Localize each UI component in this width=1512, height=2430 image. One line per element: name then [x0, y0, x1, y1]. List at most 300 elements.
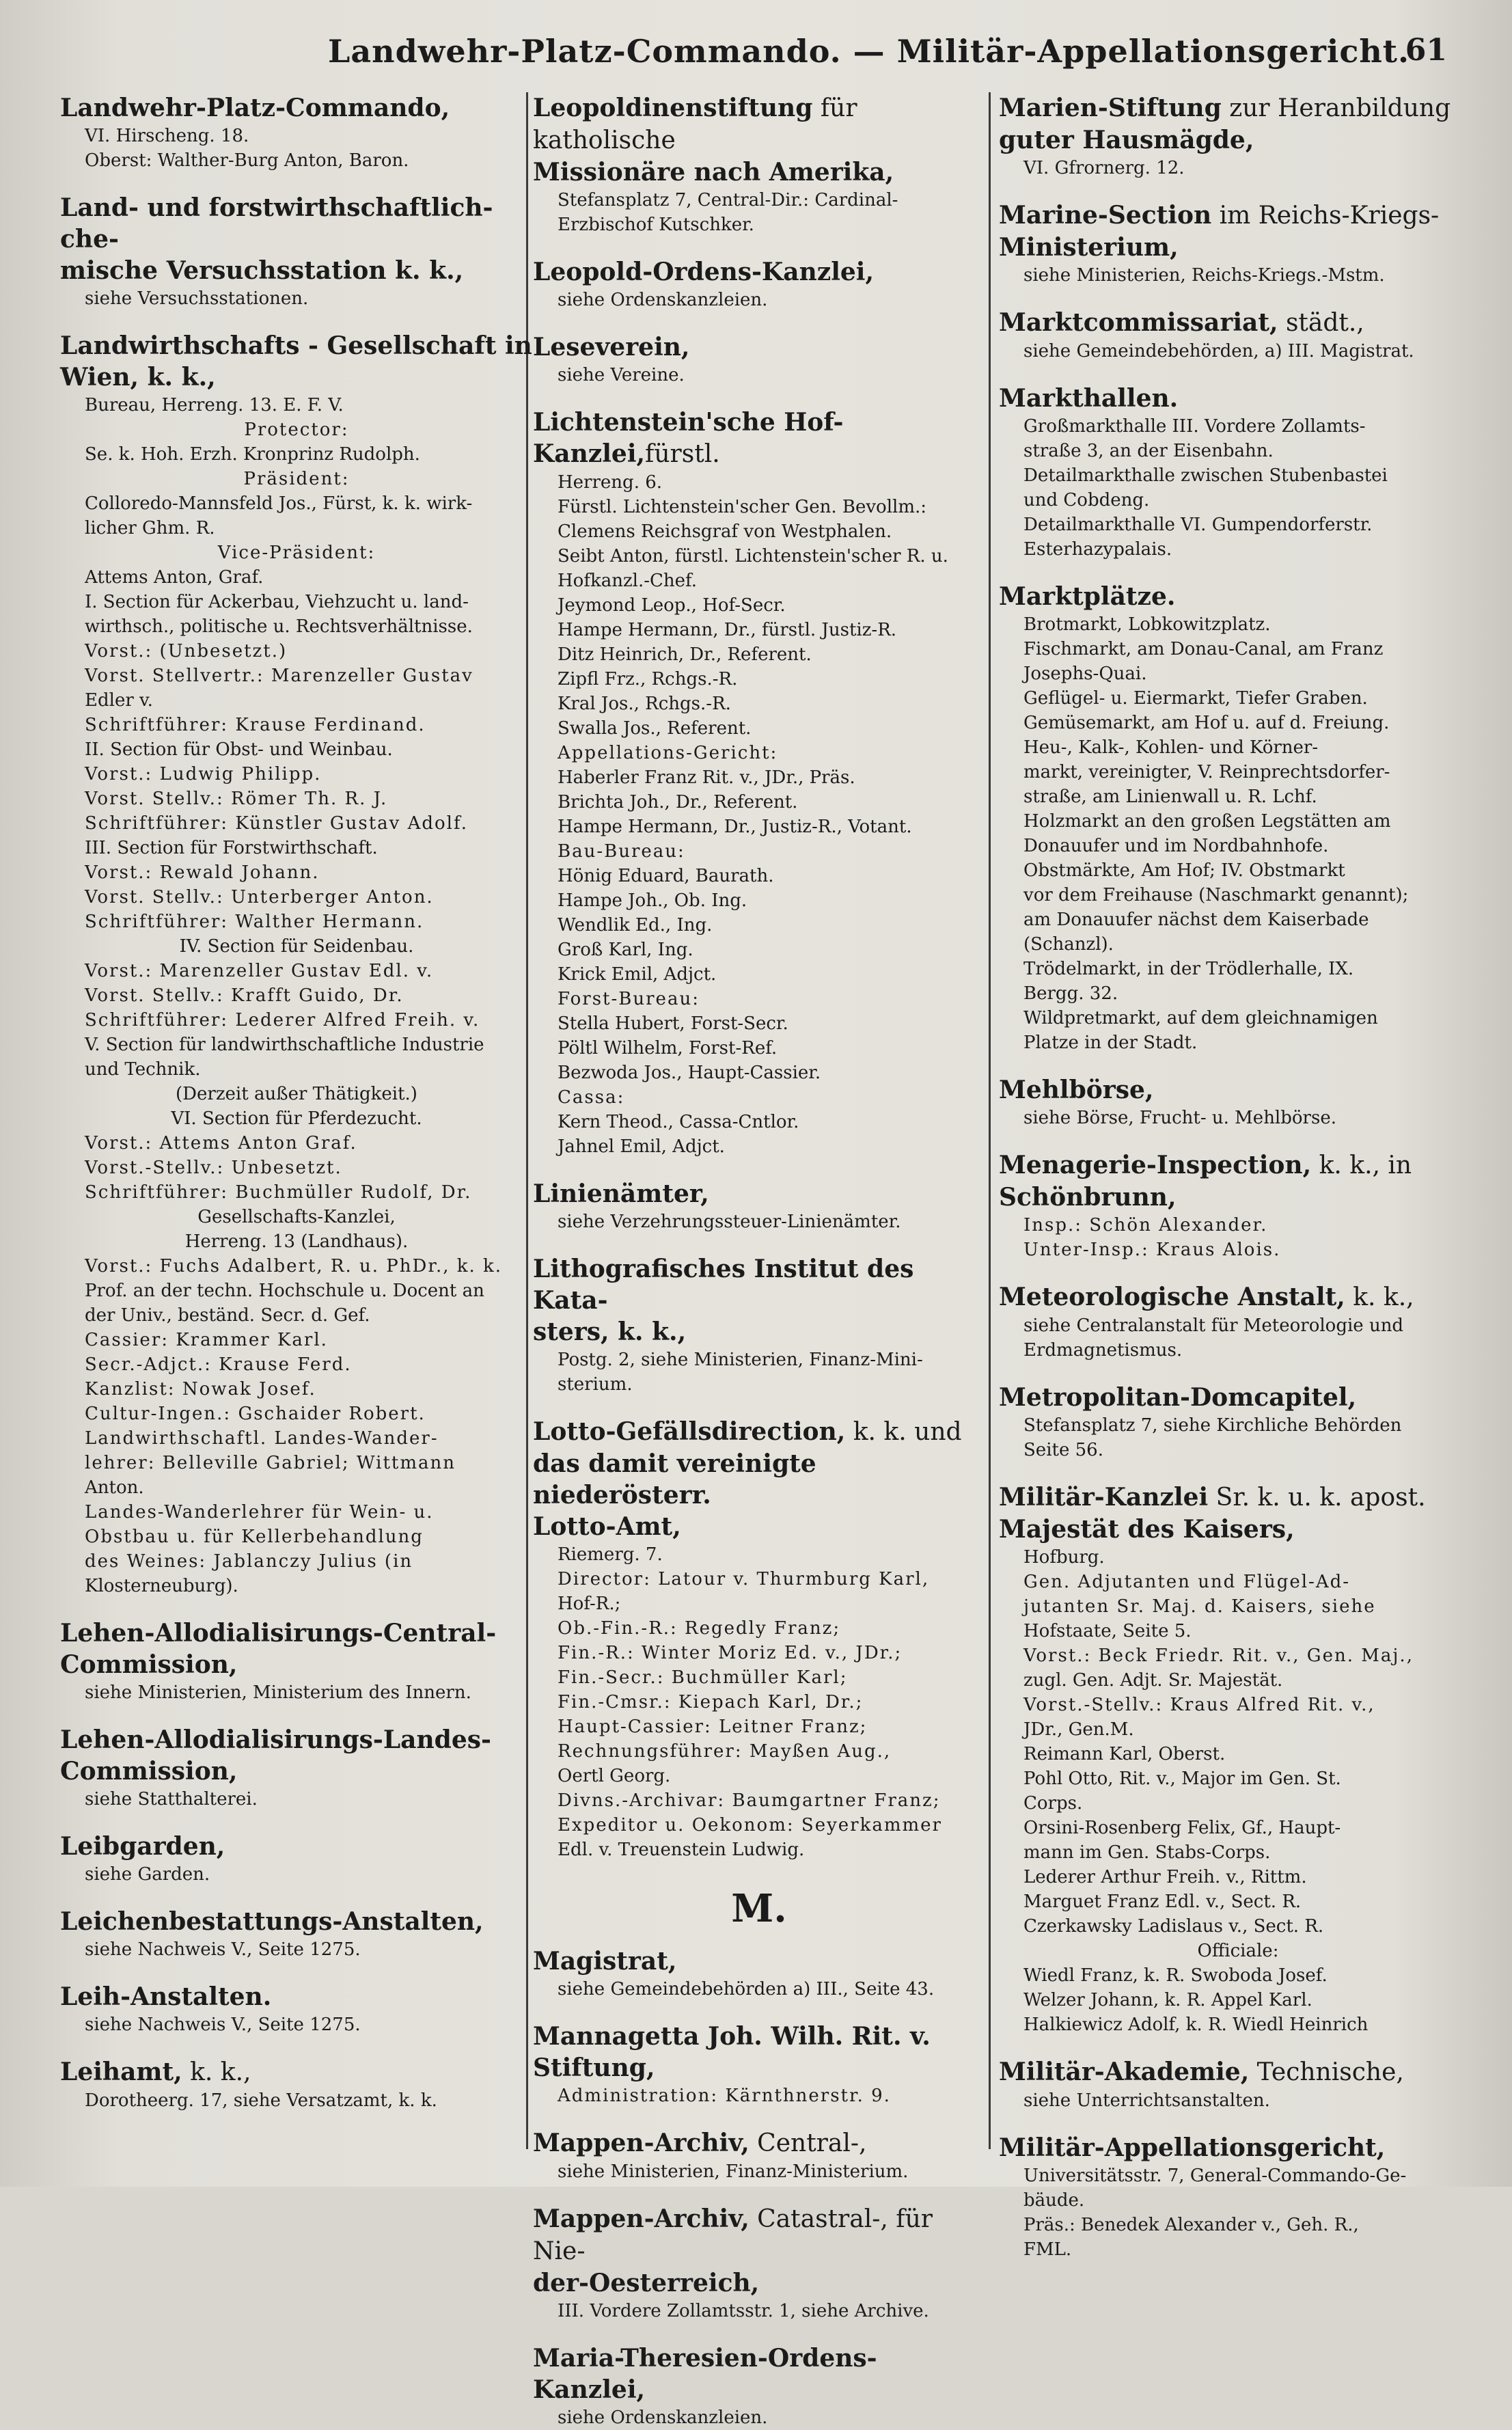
directory-entry — [60, 1724, 533, 1812]
entry-line: Vorst. Stellv.: Krafft Guido, Dr. — [85, 985, 404, 1006]
entry-line: Schriftführer: Krause Ferdinand. — [85, 715, 426, 735]
entry-line: am Donauufer nächst dem Kaiserbade — [1023, 910, 1369, 930]
entry-line: Bergg. 32. — [1023, 983, 1118, 1004]
entry-line: Halkiewicz Adolf, k. R. Wiedl Heinrich — [1023, 2015, 1369, 2035]
entry-line: Schriftführer: Künstler Gustav Adolf. — [85, 813, 468, 834]
entry-line: Stefansplatz 7, Central-Dir.: Cardinal- — [558, 190, 898, 210]
entry-heading — [999, 92, 1477, 124]
entry-line: siehe Versuchsstationen. — [85, 288, 309, 309]
entry-heading-rest: Technische, — [1249, 2058, 1404, 2086]
entry-line: Haupt-Cassier: Leitner Franz; — [558, 1717, 868, 1737]
entry-line: Protector: — [244, 420, 349, 440]
entry-line: Detailmarkthalle VI. Gumpendorferstr. — [1023, 515, 1373, 535]
entry-line: Vorst. Stellvertr.: Marenzeller Gustav — [85, 666, 473, 686]
entry-line: Platze in der Stadt. — [1023, 1033, 1198, 1053]
entry-line: Obstmärkte, Am Hof; IV. Obstmarkt — [1023, 860, 1345, 881]
entry-heading-text: Marien-Stiftung — [999, 94, 1222, 122]
entry-heading — [60, 1906, 533, 1937]
entry-line: Universitätsstr. 7, General-Commando-Ge- — [1023, 2166, 1407, 2186]
entry-line: Vorst. Stellv.: Römer Th. R. J. — [85, 789, 388, 809]
entry-line: Hönig Eduard, Baurath. — [558, 866, 774, 886]
entry-line: Detailmarkthalle zwischen Stubenbastei — [1023, 465, 1388, 486]
entry-line: Hampe Hermann, Dr., fürstl. Justiz-R. — [558, 620, 897, 640]
directory-entry — [60, 92, 533, 173]
entry-heading-rest: k. k. und — [845, 1418, 962, 1446]
entry-line: Vice-Präsident: — [217, 543, 376, 563]
entry-line: Anton. — [85, 1477, 144, 1498]
directory-entry — [533, 2343, 985, 2430]
entry-line: Herreng. 6. — [558, 472, 663, 493]
entry-line: Divns.-Archivar: Baumgartner Franz; — [558, 1790, 941, 1811]
entry-heading — [999, 1074, 1477, 1106]
entry-heading-text: Leopold-Ordens-Kanzlei, — [533, 258, 875, 286]
entry-line: siehe Ordenskanzleien. — [558, 2407, 768, 2428]
directory-entry — [60, 1981, 533, 2037]
entry-heading-text: Mappen-Archiv, — [533, 2204, 750, 2233]
entry-heading-text: Lehen-Allodialisirungs-Landes- — [60, 1725, 491, 1754]
entry-heading-text: Marktcommissariat, — [999, 308, 1278, 337]
entry-line: lehrer: Belleville Gabriel; Wittmann — [85, 1453, 456, 1473]
entry-line: Cassier: Krammer Karl. — [85, 1330, 328, 1350]
entry-line: Insp.: Schön Alexander. — [1023, 1215, 1268, 1236]
entry-line: Bau-Bureau: — [558, 841, 685, 862]
entry-line: siehe Centralanstalt für Meteorologie und — [1023, 1315, 1404, 1336]
entry-line: Präsident: — [243, 469, 350, 489]
entry-line: Unter-Insp.: Kraus Alois. — [1023, 1240, 1281, 1260]
entry-heading-continuation: Lotto-Amt, — [533, 1512, 681, 1541]
entry-line: Vorst.-Stellv.: Kraus Alfred Rit. v., — [1023, 1695, 1375, 1715]
entry-line: Landes-Wanderlehrer für Wein- u. — [85, 1502, 434, 1523]
section-letter: M. — [731, 1886, 787, 1931]
entry-line: VI. Hirscheng. 18. — [85, 126, 249, 146]
entry-heading-continuation: sters, k. k., — [533, 1318, 687, 1346]
entry-line: Oertl Georg. — [558, 1766, 671, 1786]
entry-line: Vorst.: Fuchs Adalbert, R. u. PhDr., k. k. — [85, 1256, 503, 1277]
directory-entry — [999, 1482, 1477, 2037]
entry-line: Dorotheerg. 17, siehe Versatzamt, k. k. — [85, 2090, 437, 2111]
directory-entry — [999, 2056, 1477, 2113]
entry-line: Geflügel- u. Eiermarkt, Tiefer Graben. — [1023, 688, 1368, 709]
entry-heading-text: Mappen-Archiv, — [533, 2129, 750, 2157]
entry-heading-continuation: das damit vereinigte niederösterr. — [533, 1449, 816, 1510]
entry-heading-continuation: mische Versuchsstation k. k., — [60, 256, 464, 285]
entry-line: Administration: Kärnthnerstr. 9. — [558, 2086, 891, 2106]
entry-heading-continuation: Schönbrunn, — [999, 1183, 1177, 1212]
column-left — [60, 92, 533, 2156]
entry-heading — [60, 192, 533, 255]
entry-line: Kral Jos., Rchgs.-R. — [558, 694, 731, 714]
entry-line: bäude. — [1023, 2190, 1085, 2211]
entry-heading-text: Leseverein, — [533, 333, 690, 361]
entry-heading-continuation: guter Hausmägde, — [999, 126, 1254, 154]
entry-line: Attems Anton, Graf. — [85, 567, 264, 588]
entry-heading-rest: k. k., — [1345, 1283, 1414, 1311]
entry-line: Donauufer und im Nordbahnhofe. — [1023, 836, 1329, 856]
entry-line: sterium. — [558, 1374, 633, 1395]
entry-line: Marguet Franz Edl. v., Sect. R. — [1023, 1892, 1302, 1912]
entry-heading-text: Marine-Section — [999, 201, 1212, 230]
entry-line: Pohl Otto, Rit. v., Major im Gen. St. — [1023, 1769, 1341, 1789]
entry-line: Postg. 2, siehe Ministerien, Finanz-Mini- — [558, 1350, 923, 1370]
entry-line: Wendlik Ed., Ing. — [558, 915, 713, 936]
directory-entry — [533, 2203, 985, 2323]
entry-line: Fürstl. Lichtenstein'scher Gen. Bevollm.: — [558, 497, 927, 517]
entry-heading-text: Land- und forstwirthschaftlich-che- — [60, 193, 493, 254]
entry-line: Rechnungsführer: Mayßen Aug., — [558, 1741, 892, 1762]
entry-heading-text: Leichenbestattungs-Anstalten, — [60, 1907, 484, 1936]
entry-heading-rest: fürstl. — [645, 440, 720, 468]
entry-line: siehe Börse, Frucht- u. Mehlbörse. — [1023, 1108, 1336, 1128]
entry-line: zugl. Gen. Adjt. Sr. Majestät. — [1023, 1670, 1283, 1691]
entry-heading-text: Linienämter, — [533, 1179, 709, 1208]
directory-entry — [533, 331, 985, 387]
entry-line: vor dem Freihause (Naschmarkt genannt); — [1023, 885, 1409, 905]
directory-entry — [533, 256, 985, 312]
entry-line: Zipfl Frz., Rchgs.-R. — [558, 669, 738, 690]
directory-entry — [999, 1382, 1477, 1462]
entry-line: Edler v. — [85, 690, 153, 711]
entry-heading-continuation: Commission, — [60, 1757, 238, 1786]
entry-line: Prof. an der techn. Hochschule u. Docent an — [85, 1281, 484, 1301]
entry-line: Schriftführer: Buchmüller Rudolf, Dr. — [85, 1182, 472, 1203]
entry-heading-text: Lotto-Gefällsdirection, — [533, 1417, 846, 1446]
directory-entry — [60, 330, 533, 1598]
entry-heading-text: Markthallen. — [999, 384, 1179, 413]
entry-heading-rest: Catastral-, für Nie- — [533, 2205, 933, 2265]
entry-line: Riemerg. 7. — [558, 1544, 663, 1565]
entry-heading-continuation: Ministerium, — [999, 233, 1179, 262]
entry-line: siehe Nachweis V., Seite 1275. — [85, 1939, 361, 1960]
entry-line: Haberler Franz Rit. v., JDr., Präs. — [558, 767, 855, 788]
directory-entry — [999, 1281, 1477, 1363]
entry-line: Officiale: — [1197, 1941, 1279, 1961]
entry-heading-text: Lehen-Allodialisirungs-Central- — [60, 1619, 497, 1648]
entry-line: Vorst.: Marenzeller Gustav Edl. v. — [85, 961, 434, 981]
entry-line: Hofstaate, Seite 5. — [1023, 1621, 1192, 1641]
entry-line: VI. Gfrornerg. 12. — [1023, 158, 1185, 178]
entry-heading — [60, 1617, 533, 1649]
entry-line: Vorst.: (Unbesetzt.) — [85, 641, 288, 661]
entry-line: Pöltl Wilhelm, Forst-Ref. — [558, 1038, 778, 1059]
entry-line: Erdmagnetismus. — [1023, 1340, 1183, 1361]
entry-line: Herreng. 13 (Landhaus). — [184, 1231, 409, 1252]
entry-line: (Schanzl). — [1023, 934, 1114, 955]
entry-heading-text: Menagerie-Inspection, — [999, 1151, 1312, 1179]
entry-heading-rest: Central-, — [749, 2129, 867, 2157]
entry-heading — [533, 2203, 985, 2267]
entry-line: mann im Gen. Stabs-Corps. — [1023, 1842, 1271, 1863]
entry-line: der Univ., beständ. Secr. d. Gef. — [85, 1305, 370, 1326]
entry-heading-text: Militär-Akademie, — [999, 2058, 1250, 2086]
entry-heading-continuation: Missionäre nach Amerika, — [533, 158, 894, 187]
entry-line: Hofkanzl.-Chef. — [558, 571, 698, 591]
entry-line: Wildpretmarkt, auf dem gleichnamigen — [1023, 1008, 1378, 1028]
entry-heading-text: Leibgarden, — [60, 1832, 225, 1861]
entry-heading-continuation: Commission, — [60, 1650, 238, 1679]
directory-entry — [999, 92, 1477, 180]
directory-entry — [60, 192, 533, 311]
entry-line: Director: Latour v. Thurmburg Karl, — [558, 1569, 930, 1589]
entry-line: IV. Section für Seidenbau. — [179, 936, 414, 957]
entry-line: Esterhazypalais. — [1023, 539, 1172, 560]
entry-line: III. Vordere Zollamtsstr. 1, siehe Archive. — [558, 2301, 929, 2321]
entry-line: Secr.-Adjct.: Krause Ferd. — [85, 1354, 352, 1375]
entry-line: Präs.: Benedek Alexander v., Geh. R., — [1023, 2215, 1359, 2235]
entry-line: siehe Ministerien, Finanz-Ministerium. — [558, 2161, 909, 2182]
entry-line: Wiedl Franz, k. R. Swoboda Josef. — [1023, 1965, 1328, 1986]
directory-entry — [60, 1906, 533, 1962]
directory-entry — [60, 1617, 533, 1705]
entry-line: des Weines: Jablanczy Julius (in — [85, 1551, 413, 1572]
entry-line: Brichta Joh., Dr., Referent. — [558, 792, 798, 813]
entry-line: Colloredo-Mannsfeld Jos., Fürst, k. k. wirk- — [85, 493, 473, 514]
entry-line: Cassa: — [558, 1087, 625, 1108]
entry-heading-rest: k. k., — [182, 2058, 251, 2086]
entry-heading-rest: städt., — [1278, 309, 1364, 337]
page-running-title: Landwehr-Platz-Commando. — Militär-Appellationsgericht. — [328, 33, 1410, 70]
entry-heading — [533, 92, 985, 156]
entry-line: Hampe Joh., Ob. Ing. — [558, 890, 747, 911]
entry-line: Fin.-Secr.: Buchmüller Karl; — [558, 1667, 848, 1688]
entry-line: Heu-, Kalk-, Kohlen- und Körner- — [1023, 737, 1319, 758]
entry-line: und Cobdeng. — [1023, 490, 1150, 510]
directory-entry — [533, 92, 985, 237]
entry-heading — [60, 330, 533, 361]
entry-heading — [60, 1724, 533, 1756]
entry-line: Hampe Hermann, Dr., Justiz-R., Votant. — [558, 817, 912, 837]
entry-line: Jahnel Emil, Adjct. — [558, 1136, 725, 1157]
entry-heading-continuation: Stiftung, — [533, 2053, 655, 2082]
entry-line: Trödelmarkt, in der Trödlerhalle, IX. — [1023, 959, 1354, 979]
entry-line: Clemens Reichsgraf von Westphalen. — [558, 521, 892, 542]
column-middle — [533, 92, 985, 2428]
entry-heading-text: Landwehr-Platz-Commando, — [60, 94, 450, 122]
entry-line: straße 3, an der Eisenbahn. — [1023, 441, 1274, 461]
entry-line: Stella Hubert, Forst-Secr. — [558, 1013, 788, 1034]
entry-heading-text: Lichtenstein'sche Hof-Kanzlei, — [533, 408, 844, 468]
entry-line: Bureau, Herreng. 13. E. F. V. — [85, 395, 344, 415]
entry-heading-text: Lithografisches Institut des Kata- — [533, 1255, 914, 1315]
entry-line: Holzmarkt an den großen Legstätten am — [1023, 811, 1391, 832]
entry-line: Schriftführer: Lederer Alfred Freih. v. — [85, 1010, 480, 1030]
entry-heading — [533, 2127, 985, 2159]
entry-heading-text: Leopoldinenstiftung — [533, 94, 813, 122]
entry-heading-text: Militär-Kanzlei — [999, 1483, 1209, 1512]
entry-line: JDr., Gen.M. — [1023, 1719, 1134, 1740]
page-number: 61 — [1405, 33, 1447, 68]
entry-line: Hofburg. — [1023, 1547, 1105, 1568]
entry-line: Corps. — [1023, 1793, 1083, 1814]
entry-line: siehe Statthalterei. — [85, 1789, 258, 1810]
entry-line: siehe Gemeindebehörden a) III., Seite 43. — [558, 1979, 935, 1999]
entry-heading — [999, 581, 1477, 612]
entry-heading — [533, 407, 985, 470]
entry-line: markt, vereinigter, V. Reinprechtsdorfer- — [1023, 762, 1390, 782]
entry-line: siehe Garden. — [85, 1864, 210, 1885]
directory-entry — [999, 581, 1477, 1055]
entry-line: Vorst. Stellv.: Unterberger Anton. — [85, 887, 434, 907]
entry-heading — [999, 1281, 1477, 1313]
entry-line: Czerkawsky Ladislaus v., Sect. R. — [1023, 1916, 1324, 1937]
page-header — [0, 33, 1512, 87]
entry-heading-text: Marktplätze. — [999, 582, 1176, 611]
entry-line: Welzer Johann, k. R. Appel Karl. — [1023, 1990, 1312, 2010]
entry-line: siehe Unterrichtsanstalten. — [1023, 2090, 1270, 2111]
entry-heading-text: Meteorologische Anstalt, — [999, 1283, 1345, 1311]
entry-heading — [999, 200, 1477, 232]
directory-entry — [999, 1149, 1477, 1262]
entry-line: Kern Theod., Cassa-Cntlor. — [558, 1112, 799, 1132]
entry-line: Vorst.-Stellv.: Unbesetzt. — [85, 1158, 342, 1178]
entry-line: Gesellschafts-Kanzlei, — [197, 1207, 396, 1227]
entry-heading-text: Leih-Anstalten. — [60, 1982, 272, 2011]
directory-entry — [999, 200, 1477, 288]
entry-line: Obstbau u. für Kellerbehandlung — [85, 1527, 424, 1547]
entry-heading — [999, 307, 1477, 339]
entry-line: Fin.-Cmsr.: Kiepach Karl, Dr.; — [558, 1692, 864, 1712]
directory-entry — [533, 1178, 985, 1234]
entry-line: V. Section für landwirthschaftliche Industrie — [85, 1035, 484, 1055]
entry-heading-text: Metropolitan-Domcapitel, — [999, 1383, 1357, 1412]
entry-line: siehe Ordenskanzleien. — [558, 290, 768, 310]
entry-line: licher Ghm. R. — [85, 518, 215, 538]
entry-heading-continuation: Majestät des Kaisers, — [999, 1515, 1295, 1544]
directory-entry — [533, 1946, 985, 2002]
entry-line: Klosterneuburg). — [85, 1576, 238, 1596]
entry-line: siehe Gemeindebehörden, a) III. Magistrat. — [1023, 341, 1414, 361]
entry-line: Se. k. Hoh. Erzh. Kronprinz Rudolph. — [85, 444, 420, 465]
entry-heading — [999, 1149, 1477, 1182]
entry-line: wirthsch., politische u. Rechtsverhältnisse. — [85, 616, 473, 637]
entry-line: Erzbischof Kutschker. — [558, 215, 754, 235]
entry-line: Cultur-Ingen.: Gschaider Robert. — [85, 1404, 426, 1424]
entry-line: Forst-Bureau: — [558, 989, 700, 1009]
entry-line: Appellations-Gericht: — [558, 743, 778, 763]
entry-heading-text: Leihamt, — [60, 2058, 182, 2086]
entry-heading — [533, 1178, 985, 1210]
entry-line: Jeymond Leop., Hof-Secr. — [558, 595, 786, 616]
entry-line: Gemüsemarkt, am Hof u. auf d. Freiung. — [1023, 713, 1390, 733]
entry-heading — [999, 2056, 1477, 2088]
entry-heading — [533, 2021, 985, 2052]
entry-heading — [533, 1946, 985, 1977]
entry-line: II. Section für Obst- und Weinbau. — [85, 739, 393, 760]
entry-line: Brotmarkt, Lobkowitzplatz. — [1023, 614, 1271, 635]
entry-heading — [60, 1981, 533, 2012]
entry-line: Lederer Arthur Freih. v., Rittm. — [1023, 1867, 1307, 1887]
directory-entry — [533, 1253, 985, 1397]
entry-heading-text: Magistrat, — [533, 1947, 677, 1976]
entry-line: Ob.-Fin.-R.: Regedly Franz; — [558, 1618, 841, 1639]
entry-heading — [999, 2132, 1477, 2163]
entry-line: siehe Nachweis V., Seite 1275. — [85, 2015, 361, 2035]
entry-heading — [533, 2343, 985, 2405]
entry-line: siehe Vereine. — [558, 365, 685, 385]
entry-line: Krick Emil, Adjct. — [558, 964, 717, 985]
entry-heading — [533, 1253, 985, 1316]
entry-heading — [60, 92, 533, 124]
entry-line: Bezwoda Jos., Haupt-Cassier. — [558, 1063, 821, 1083]
entry-line: Hof-R.; — [558, 1594, 621, 1614]
entry-line: Ditz Heinrich, Dr., Referent. — [558, 644, 812, 665]
entry-heading — [60, 2056, 533, 2088]
entry-heading-continuation: Wien, k. k., — [60, 363, 216, 392]
column-right — [999, 92, 1477, 2260]
entry-line: Großmarkthalle III. Vordere Zollamts- — [1023, 416, 1366, 437]
entry-heading-text: Militär-Appellationsgericht, — [999, 2133, 1386, 2162]
entry-line: Landwirthschaftl. Landes-Wander- — [85, 1428, 439, 1449]
entry-heading — [999, 383, 1477, 414]
entry-line: und Technik. — [85, 1059, 201, 1080]
entry-heading-continuation: der-Oesterreich, — [533, 2269, 760, 2297]
entry-line: jutanten Sr. Maj. d. Kaisers, siehe — [1023, 1596, 1376, 1617]
entry-line: Kanzlist: Nowak Josef. — [85, 1379, 316, 1400]
directory-entry — [999, 2132, 1477, 2262]
entry-heading-text: Landwirthschafts - Gesellschaft in — [60, 331, 532, 360]
entry-line: Fischmarkt, am Donau-Canal, am Franz — [1023, 639, 1384, 659]
entry-line: Groß Karl, Ing. — [558, 940, 693, 960]
directory-entry — [533, 407, 985, 1159]
entry-line: Vorst.: Ludwig Philipp. — [85, 764, 322, 784]
entry-line: I. Section für Ackerbau, Viehzucht u. land- — [85, 592, 469, 612]
entry-heading — [533, 1416, 985, 1448]
entry-heading-rest: im Reichs-Kriegs- — [1211, 202, 1440, 230]
entry-line: III. Section für Forstwirthschaft. — [85, 838, 378, 858]
entry-heading-rest: k. k., in — [1311, 1151, 1412, 1179]
entry-line: Seite 56. — [1023, 1440, 1103, 1460]
entry-heading — [533, 331, 985, 363]
entry-line: Edl. v. Treuenstein Ludwig. — [558, 1840, 805, 1860]
entry-heading — [60, 1831, 533, 1862]
entry-heading-text: Maria-Theresien-Ordens-Kanzlei, — [533, 2344, 877, 2404]
entry-line: (Derzeit außer Thätigkeit.) — [176, 1084, 417, 1104]
entry-line: Vorst.: Attems Anton Graf. — [85, 1133, 357, 1153]
directory-entry — [533, 2127, 985, 2184]
column-divider — [989, 92, 991, 2149]
entry-line: siehe Ministerien, Reichs-Kriegs.-Mstm. — [1023, 265, 1385, 286]
directory-entry — [60, 2056, 533, 2113]
entry-line: Vorst.: Rewald Johann. — [85, 862, 320, 883]
entry-line: Orsini-Rosenberg Felix, Gf., Haupt- — [1023, 1818, 1341, 1838]
entry-line: siehe Verzehrungssteuer-Linienämter. — [558, 1212, 901, 1232]
entry-line: Oberst: Walther-Burg Anton, Baron. — [85, 150, 409, 171]
entry-heading-text: Mehlbörse, — [999, 1076, 1154, 1104]
directory-entry — [999, 383, 1477, 562]
directory-entry — [533, 1416, 985, 1862]
entry-heading-rest: zur Heranbildung — [1221, 94, 1451, 122]
entry-line: siehe Ministerien, Ministerium des Innern. — [85, 1682, 471, 1703]
entry-line: Expeditor u. Oekonom: Seyerkammer — [558, 1815, 942, 1835]
directory-entry — [533, 2021, 985, 2108]
entry-line: FML. — [1023, 2239, 1072, 2260]
entry-heading — [533, 256, 985, 288]
entry-line: VI. Section für Pferdezucht. — [171, 1108, 422, 1129]
entry-line: Seibt Anton, fürstl. Lichtenstein'scher R. u. — [558, 546, 948, 566]
entry-line: Schriftführer: Walther Hermann. — [85, 912, 424, 932]
entry-line: Vorst.: Beck Friedr. Rit. v., Gen. Maj., — [1023, 1646, 1414, 1666]
entry-line: Josephs-Quai. — [1023, 664, 1147, 684]
entry-line: Gen. Adjutanten und Flügel-Ad- — [1023, 1572, 1351, 1592]
entry-heading-rest: Sr. k. u. k. apost. — [1208, 1484, 1426, 1512]
entry-line: Reimann Karl, Oberst. — [1023, 1744, 1226, 1764]
entry-heading-rest: für katholische — [533, 94, 857, 154]
entry-heading — [999, 1382, 1477, 1413]
entry-line: straße, am Linienwall u. R. Lchf. — [1023, 787, 1317, 807]
directory-entry — [60, 1831, 533, 1887]
entry-heading-text: Mannagetta Joh. Wilh. Rit. v. — [533, 2022, 931, 2051]
entry-line: Swalla Jos., Referent. — [558, 718, 752, 739]
entry-line: Fin.-R.: Winter Moriz Ed. v., JDr.; — [558, 1643, 903, 1663]
